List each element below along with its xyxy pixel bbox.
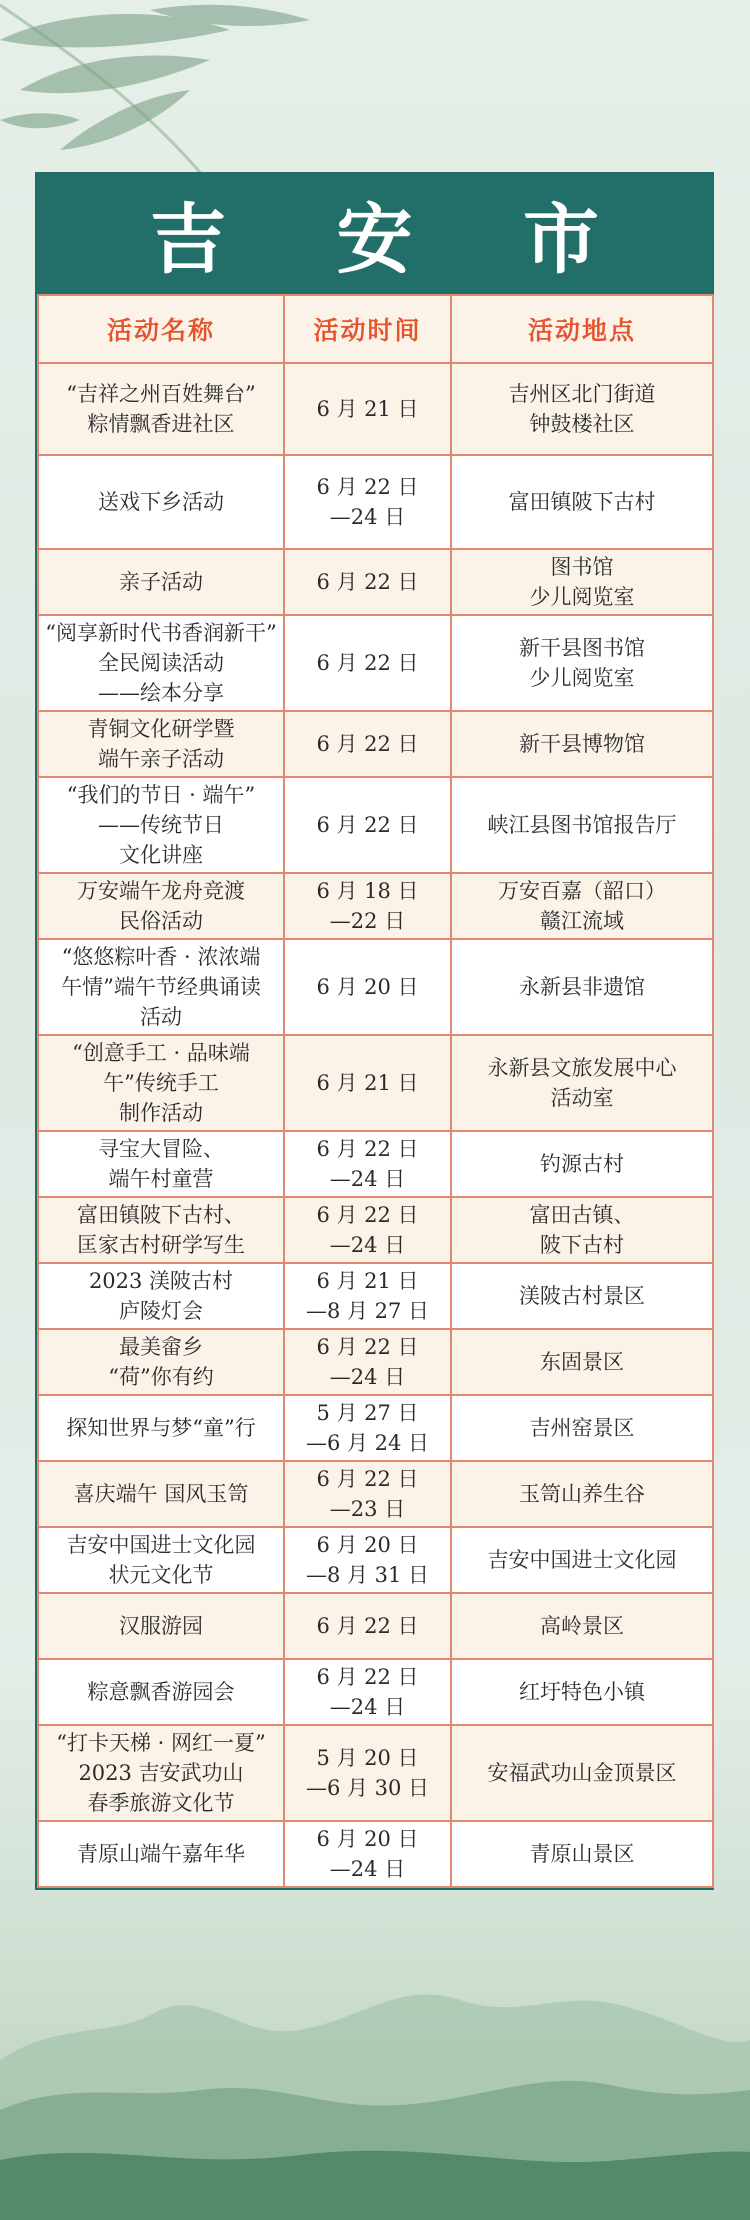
activity-place-cell: 渼陂古村景区 — [451, 1263, 713, 1329]
activity-time-cell: 6 月 22 日 —24 日 — [284, 1329, 451, 1395]
header-activity-time: 活动时间 — [284, 295, 451, 363]
activity-place-cell: 新干县博物馆 — [451, 711, 713, 777]
activity-time-cell: 5 月 20 日 —6 月 30 日 — [284, 1725, 451, 1821]
activity-place-cell: 吉安中国进士文化园 — [451, 1527, 713, 1593]
table-row — [38, 1131, 713, 1197]
table-row — [38, 1395, 713, 1461]
bamboo-leaves-decoration — [0, 0, 750, 200]
table-row — [38, 1461, 713, 1527]
activity-name-cell: 送戏下乡活动 — [38, 455, 284, 549]
activity-time-cell: 6 月 21 日 — [284, 363, 451, 455]
activity-place-cell: 永新县文旅发展中心 活动室 — [451, 1035, 713, 1131]
activity-time-cell: 6 月 18 日 —22 日 — [284, 873, 451, 939]
activity-time-cell: 6 月 22 日 — [284, 1593, 451, 1659]
activity-place-cell: 吉州区北门街道 钟鼓楼社区 — [451, 363, 713, 455]
activity-place-cell: 玉笥山养生谷 — [451, 1461, 713, 1527]
activity-name-cell: “打卡天梯 · 网红一夏” 2023 吉安武功山 春季旅游文化节 — [38, 1725, 284, 1821]
activity-place-cell: 富田镇陂下古村 — [451, 455, 713, 549]
activity-name-cell: 粽意飘香游园会 — [38, 1659, 284, 1725]
table-row — [38, 711, 713, 777]
activity-time-cell: 6 月 22 日 —24 日 — [284, 455, 451, 549]
activity-time-cell: 6 月 21 日 —8 月 27 日 — [284, 1263, 451, 1329]
table-row — [38, 939, 713, 1035]
activity-place-cell: 图书馆 少儿阅览室 — [451, 549, 713, 615]
activity-name-cell: “我们的节日 · 端午” ——传统节日 文化讲座 — [38, 777, 284, 873]
activity-name-cell: “吉祥之州百姓舞台” 粽情飘香进社区 — [38, 363, 284, 455]
activity-time-cell: 6 月 22 日 —24 日 — [284, 1659, 451, 1725]
activity-place-cell: 新干县图书馆 少儿阅览室 — [451, 615, 713, 711]
activity-place-cell: 高岭景区 — [451, 1593, 713, 1659]
activity-place-cell: 峡江县图书馆报告厅 — [451, 777, 713, 873]
activity-name-cell: 2023 渼陂古村 庐陵灯会 — [38, 1263, 284, 1329]
activity-place-cell: 富田古镇、 陂下古村 — [451, 1197, 713, 1263]
activity-place-cell: 东固景区 — [451, 1329, 713, 1395]
activity-time-cell: 6 月 22 日 — [284, 711, 451, 777]
table-row — [38, 363, 713, 455]
activity-name-cell: 探知世界与梦“童”行 — [38, 1395, 284, 1461]
activity-name-cell: 吉安中国进士文化园 状元文化节 — [38, 1527, 284, 1593]
activity-place-cell: 吉州窑景区 — [451, 1395, 713, 1461]
table-row — [38, 1035, 713, 1131]
activity-name-cell: 万安端午龙舟竞渡 民俗活动 — [38, 873, 284, 939]
table-row — [38, 1197, 713, 1263]
table-row — [38, 549, 713, 615]
activity-place-cell: 青原山景区 — [451, 1821, 713, 1887]
activity-time-cell: 6 月 20 日 — [284, 939, 451, 1035]
page-title: 吉 安 市 — [150, 194, 641, 284]
activity-place-cell: 永新县非遗馆 — [451, 939, 713, 1035]
activity-place-cell: 红圩特色小镇 — [451, 1659, 713, 1725]
activity-name-cell: “创意手工 · 品味端 午”传统手工 制作活动 — [38, 1035, 284, 1131]
table-row — [38, 1263, 713, 1329]
activity-time-cell: 6 月 20 日 —24 日 — [284, 1821, 451, 1887]
activity-place-cell: 钓源古村 — [451, 1131, 713, 1197]
activity-name-cell: 寻宝大冒险、 端午村童营 — [38, 1131, 284, 1197]
activity-time-cell: 6 月 22 日 —24 日 — [284, 1197, 451, 1263]
header-row — [38, 295, 713, 363]
activity-name-cell: 最美畲乡 “荷”你有约 — [38, 1329, 284, 1395]
table-row — [38, 615, 713, 711]
activity-time-cell: 6 月 22 日 — [284, 777, 451, 873]
events-table — [37, 294, 714, 1888]
activity-name-cell: 喜庆端午 国风玉笥 — [38, 1461, 284, 1527]
activity-name-cell: 富田镇陂下古村、 匡家古村研学写生 — [38, 1197, 284, 1263]
activity-time-cell: 6 月 22 日 —23 日 — [284, 1461, 451, 1527]
activity-name-cell: 青原山端午嘉年华 — [38, 1821, 284, 1887]
activity-place-cell: 安福武功山金顶景区 — [451, 1725, 713, 1821]
activity-name-cell: “悠悠粽叶香 · 浓浓端 午情”端午节经典诵读 活动 — [38, 939, 284, 1035]
activity-time-cell: 6 月 22 日 —24 日 — [284, 1131, 451, 1197]
events-panel — [35, 172, 714, 1890]
title-bar — [37, 174, 712, 294]
table-row — [38, 1593, 713, 1659]
mountains-decoration — [0, 1920, 750, 2220]
activity-name-cell: “阅享新时代书香润新干” 全民阅读活动 ——绘本分享 — [38, 615, 284, 711]
table-row — [38, 1659, 713, 1725]
activity-time-cell: 5 月 27 日 —6 月 24 日 — [284, 1395, 451, 1461]
header-activity-place: 活动地点 — [451, 295, 713, 363]
table-row — [38, 455, 713, 549]
activity-time-cell: 6 月 21 日 — [284, 1035, 451, 1131]
table-row — [38, 1725, 713, 1821]
table-row — [38, 873, 713, 939]
activity-name-cell: 汉服游园 — [38, 1593, 284, 1659]
table-row — [38, 1821, 713, 1887]
activity-place-cell: 万安百嘉（韶口） 赣江流域 — [451, 873, 713, 939]
table-row — [38, 777, 713, 873]
activity-name-cell: 青铜文化研学暨 端午亲子活动 — [38, 711, 284, 777]
activity-name-cell: 亲子活动 — [38, 549, 284, 615]
table-row — [38, 1329, 713, 1395]
activity-time-cell: 6 月 22 日 — [284, 549, 451, 615]
table-row — [38, 1527, 713, 1593]
header-activity-name: 活动名称 — [38, 295, 284, 363]
activity-time-cell: 6 月 22 日 — [284, 615, 451, 711]
activity-time-cell: 6 月 20 日 —8 月 31 日 — [284, 1527, 451, 1593]
